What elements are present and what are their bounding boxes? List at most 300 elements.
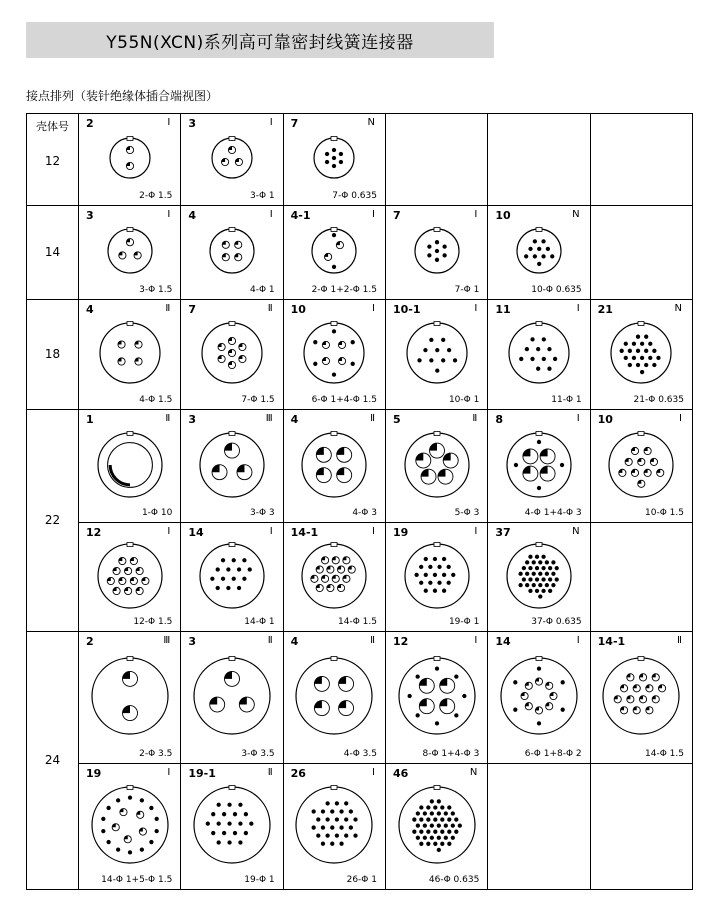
connector-key-notch <box>127 228 133 232</box>
contact-arrangement-cell <box>283 410 385 523</box>
pin-spec-label: 2-Φ 1+2-Φ 1.5 <box>311 285 377 295</box>
table-row <box>27 632 693 764</box>
table-row <box>27 300 693 410</box>
arrangement-class: I <box>167 209 171 220</box>
contact-pin <box>437 565 440 568</box>
contact-pin <box>529 577 532 580</box>
contact-pin <box>536 367 539 370</box>
arrangement-code: 37 <box>495 526 511 539</box>
contact-pin <box>657 356 660 359</box>
connector-face-diagram <box>208 134 256 182</box>
contact-pin <box>116 799 119 802</box>
connector-face-diagram <box>88 654 172 738</box>
contact-pin <box>332 575 339 582</box>
contact-pin <box>657 469 664 476</box>
section-subtitle: 接点排列（装针绝缘体插合端视图） <box>26 89 219 103</box>
contact-pin <box>218 355 225 362</box>
contact-pin <box>638 480 645 487</box>
shell-size-cell <box>27 300 79 410</box>
contact-arrangement-cell <box>181 523 283 632</box>
contact-pin <box>537 667 540 670</box>
connector-shell-outline <box>194 658 270 734</box>
contact-pin <box>641 342 644 345</box>
connector-figure <box>79 225 180 277</box>
contact-pin <box>440 842 443 845</box>
contact-pin <box>336 802 339 805</box>
arrangement-class: I <box>372 209 375 220</box>
arrangement-class: I <box>474 635 478 646</box>
contact-arrangement-cell <box>385 206 487 300</box>
contact-pin <box>435 722 438 725</box>
connector-shell-outline <box>200 544 264 608</box>
contact-pin <box>239 822 242 825</box>
contact-pin <box>438 469 453 484</box>
connector-figure <box>488 319 589 387</box>
contact-arrangement-cell <box>181 410 283 523</box>
contact-pin <box>141 577 148 584</box>
contact-pin <box>333 373 336 376</box>
contact-pin <box>222 831 225 834</box>
contact-pin <box>653 363 656 366</box>
contact-pin <box>652 696 659 703</box>
contact-pin <box>345 818 348 821</box>
contact-pin <box>645 363 648 366</box>
contact-pin <box>546 703 553 710</box>
contact-pin <box>211 577 214 580</box>
contact-pin <box>243 558 246 561</box>
arrangement-class: I <box>372 767 375 778</box>
contact-pin <box>333 148 336 151</box>
contact-arrangement-cell <box>385 632 487 764</box>
contact-pin <box>327 584 334 591</box>
contact-pin <box>441 338 444 341</box>
arrangement-code: 19 <box>392 526 409 539</box>
contact-pin <box>419 818 422 821</box>
contact-pin <box>250 822 253 825</box>
contact-pin <box>447 565 450 568</box>
contact-arrangement-cell <box>488 410 590 523</box>
contact-pin <box>312 810 315 813</box>
contact-pin <box>539 594 542 597</box>
arrangement-code: 11 <box>495 303 511 316</box>
contact-pin <box>548 589 551 592</box>
connector-face-diagram <box>497 654 581 738</box>
contact-pin <box>522 566 525 569</box>
contact-pin <box>423 836 426 839</box>
contact-pin <box>239 841 242 844</box>
contact-arrangement-cell <box>590 410 692 523</box>
connector-key-notch <box>434 542 440 546</box>
contact-arrangement-cell <box>488 206 590 300</box>
contact-pin <box>222 241 229 248</box>
contact-pin <box>435 241 438 244</box>
contact-pin <box>640 674 647 681</box>
contact-pin <box>546 682 553 689</box>
contact-pin <box>337 241 344 248</box>
contact-arrangement-cell <box>488 632 590 764</box>
arrangement-code: 19-1 <box>188 767 216 780</box>
contact-arrangement-cell <box>181 114 283 206</box>
contact-pin <box>345 834 348 837</box>
contact-pin <box>437 581 440 584</box>
arrangement-class: Ⅱ <box>370 413 375 424</box>
connector-figure <box>488 654 589 738</box>
contact-pin <box>435 348 438 351</box>
connector-figure <box>79 540 180 612</box>
contact-pin <box>638 458 645 465</box>
contact-pin <box>135 341 142 348</box>
contact-pin <box>535 566 538 569</box>
contact-pin <box>135 358 142 365</box>
connector-face-diagram <box>599 654 683 738</box>
contact-pin <box>632 469 639 476</box>
connector-key-notch <box>434 431 440 435</box>
contact-pin <box>331 826 334 829</box>
contact-arrangement-cell <box>590 300 692 410</box>
contact-pin <box>126 239 133 246</box>
contact-pin <box>533 255 536 258</box>
contact-pin <box>423 812 426 815</box>
contact-pin <box>136 567 143 574</box>
connector-figure <box>181 134 282 182</box>
connector-key-notch <box>536 228 542 232</box>
connector-figure <box>79 429 180 501</box>
connector-key-notch <box>127 322 133 326</box>
contact-pin <box>322 842 325 845</box>
contact-pin <box>130 577 137 584</box>
connector-face-diagram <box>310 134 358 182</box>
pin-spec-label: 3-Φ 1 <box>250 191 275 201</box>
contact-pin <box>545 560 548 563</box>
contact-pin <box>427 254 430 257</box>
contact-pin <box>232 558 235 561</box>
arrangement-code: 3 <box>188 117 196 130</box>
table-row <box>27 410 693 523</box>
contact-pin <box>118 358 125 365</box>
contact-pin <box>545 583 548 586</box>
contact-pin <box>228 841 231 844</box>
contact-pin <box>354 818 357 821</box>
contact-pin <box>442 557 445 560</box>
contact-pin <box>128 796 131 799</box>
connector-key-notch <box>638 431 644 435</box>
contact-pin <box>228 349 235 356</box>
contact-pin <box>118 557 125 564</box>
connector-face-diagram <box>513 225 565 277</box>
arrangement-class: I <box>679 413 682 424</box>
arrangement-code: 4 <box>188 209 196 222</box>
contact-pin <box>317 834 320 837</box>
contact-pin <box>454 675 457 678</box>
contact-pin <box>555 566 558 569</box>
connector-key-notch <box>536 431 542 435</box>
contact-pin <box>130 557 137 564</box>
pin-spec-label: 21-Φ 0.635 <box>633 395 684 405</box>
contact-pin <box>447 842 450 845</box>
contact-pin <box>333 330 336 333</box>
contact-pin <box>412 830 415 833</box>
contact-pin <box>539 572 542 575</box>
arrangement-class: Ⅲ <box>265 413 273 424</box>
contact-pin <box>440 818 443 821</box>
connector-shell-outline <box>302 433 366 497</box>
arrangement-class: N <box>469 767 478 778</box>
contact-arrangement-cell <box>283 300 385 410</box>
contact-pin <box>327 565 334 572</box>
contact-pin <box>218 343 225 350</box>
contact-pin <box>641 356 644 359</box>
contact-pin <box>524 255 527 258</box>
connector-face-diagram <box>94 429 166 501</box>
connector-shell-outline <box>92 658 168 734</box>
arrangement-class: I <box>167 526 171 537</box>
contact-pin <box>235 241 242 248</box>
arrangement-class: N <box>572 209 580 220</box>
connector-figure <box>284 540 385 612</box>
contact-pin <box>339 357 346 364</box>
contact-arrangement-cell <box>79 410 181 523</box>
connector-key-notch <box>229 137 235 141</box>
connector-key-notch <box>331 431 337 435</box>
contact-pin <box>340 160 343 163</box>
contact-pin <box>628 349 631 352</box>
connector-face-diagram <box>298 540 370 612</box>
contact-pin <box>128 851 131 854</box>
contact-pin <box>532 560 535 563</box>
contact-pin <box>348 565 355 572</box>
connector-key-notch <box>229 431 235 435</box>
contact-pin <box>437 800 440 803</box>
connector-shell-outline <box>98 544 162 608</box>
contact-pin <box>542 255 545 258</box>
connector-figure <box>284 319 385 387</box>
arrangement-code: 19 <box>86 767 102 780</box>
connector-figure <box>79 783 180 867</box>
contact-pin <box>340 810 343 813</box>
contact-pin <box>552 572 555 575</box>
contact-pin <box>221 577 224 580</box>
connector-figure <box>284 654 385 738</box>
table-row <box>27 523 693 632</box>
shell-size-number: 24 <box>44 753 61 767</box>
contact-pin <box>561 681 564 684</box>
contact-pin <box>620 349 623 352</box>
pin-spec-label: 10-Φ 1.5 <box>645 508 684 518</box>
contact-pin <box>646 707 653 714</box>
connector-shell-outline <box>296 787 372 863</box>
contact-pin <box>417 359 420 362</box>
pin-spec-label: 6-Φ 1+4-Φ 1.5 <box>311 395 377 405</box>
contact-pin <box>537 722 540 725</box>
contact-pin <box>536 347 539 350</box>
contact-pin <box>339 701 354 716</box>
arrangement-class: I <box>167 767 171 778</box>
contact-pin <box>525 682 532 689</box>
contact-pin <box>447 348 450 351</box>
contact-pin <box>323 357 330 364</box>
connector-face-diagram <box>503 429 575 501</box>
arrangement-class: I <box>269 209 273 220</box>
contact-pin <box>633 685 640 692</box>
shell-size-number: 22 <box>44 513 61 527</box>
contact-pin <box>237 567 240 570</box>
pin-spec-label: 19-Φ 1 <box>244 875 275 885</box>
contact-pin <box>627 696 634 703</box>
contact-pin <box>453 359 456 362</box>
arrangement-class: Ⅱ <box>677 635 682 646</box>
contact-pin <box>118 341 125 348</box>
contact-arrangement-cell <box>283 114 385 206</box>
contact-pin <box>224 671 239 686</box>
contact-pin <box>652 674 659 681</box>
contact-pin <box>451 836 454 839</box>
pin-spec-label: 4-Φ 3.5 <box>343 749 377 759</box>
contact-pin <box>228 803 231 806</box>
contact-pin <box>244 813 247 816</box>
arrangement-code: 10 <box>290 303 306 316</box>
contact-pin <box>514 708 517 711</box>
contact-pin <box>444 812 447 815</box>
contact-pin <box>614 696 621 703</box>
connector-figure <box>181 783 282 867</box>
contact-pin <box>440 806 443 809</box>
contact-pin <box>441 359 444 362</box>
arrangement-class: Ⅱ <box>267 767 273 778</box>
contact-pin <box>424 557 427 560</box>
contact-pin <box>337 467 352 482</box>
contact-pin <box>235 158 242 165</box>
contact-pin <box>212 831 215 834</box>
contact-pin <box>443 245 446 248</box>
contact-pin <box>540 466 555 481</box>
arrangement-code: 10 <box>495 209 511 222</box>
contact-pin <box>435 667 438 670</box>
contact-pin <box>514 463 517 466</box>
contact-pin <box>433 806 436 809</box>
contact-pin <box>523 466 538 481</box>
connector-figure <box>284 225 385 277</box>
arrangement-code: 10-1 <box>392 303 421 316</box>
contact-pin <box>216 586 219 589</box>
arrangement-code: 14 <box>495 635 511 648</box>
contact-pin <box>637 349 640 352</box>
contact-pin <box>548 367 551 370</box>
arrangement-code: 4 <box>290 413 299 426</box>
contact-pin <box>343 556 350 563</box>
contact-pin <box>227 567 230 570</box>
contact-pin <box>442 573 445 576</box>
contact-pin <box>548 577 551 580</box>
contact-pin <box>351 362 354 365</box>
contact-pin <box>525 703 532 710</box>
contact-pin <box>550 692 557 699</box>
contact-pin <box>433 842 436 845</box>
contact-pin <box>627 674 634 681</box>
connector-key-notch <box>229 228 235 232</box>
connector-key-notch <box>331 542 337 546</box>
shell-size-number: 12 <box>44 154 61 168</box>
contact-pin <box>462 694 465 697</box>
contact-pin <box>429 338 432 341</box>
contact-pin <box>521 692 528 699</box>
contact-pin <box>430 836 433 839</box>
pin-spec-label: 4-Φ 1+4-Φ 3 <box>524 508 582 518</box>
contact-arrangement-cell <box>283 206 385 300</box>
contact-pin <box>227 586 230 589</box>
pin-spec-label: 5-Φ 3 <box>454 508 480 518</box>
connector-face-diagram <box>104 225 156 277</box>
contact-arrangement-cell <box>79 114 181 206</box>
contact-pin <box>426 818 429 821</box>
connector-face-diagram <box>300 319 368 387</box>
contact-pin <box>336 834 339 837</box>
contact-pin <box>345 802 348 805</box>
contact-pin <box>426 806 429 809</box>
contact-pin <box>546 247 549 250</box>
contact-pin <box>641 370 644 373</box>
pin-spec-label: 11-Φ 1 <box>551 395 582 405</box>
contact-pin <box>322 826 325 829</box>
connector-shell-outline <box>507 544 571 608</box>
contact-pin <box>239 697 254 712</box>
connector-key-notch <box>331 657 337 661</box>
contact-pin <box>155 817 158 820</box>
empty-cell <box>590 523 692 632</box>
pin-spec-label: 19-Φ 1 <box>448 617 480 627</box>
contact-pin <box>644 447 651 454</box>
contact-pin <box>408 694 411 697</box>
contact-pin <box>426 842 429 845</box>
contact-pin <box>314 362 317 365</box>
contact-pin <box>427 245 430 248</box>
contact-pin <box>439 699 454 714</box>
contact-pin <box>316 565 323 572</box>
connector-figure <box>284 134 385 182</box>
connector-key-notch <box>434 322 440 326</box>
pin-spec-label: 7-Φ 0.635 <box>332 191 377 201</box>
connector-shell-outline <box>407 323 467 383</box>
pin-spec-label: 14-Φ 1+5-Φ 1.5 <box>101 875 173 885</box>
contact-pin <box>217 803 220 806</box>
contact-pin <box>333 265 336 268</box>
contact-pin <box>206 822 209 825</box>
contact-pin <box>444 836 447 839</box>
arrangement-class: I <box>167 117 171 128</box>
connector-key-notch <box>434 657 440 661</box>
connector-figure <box>79 134 180 182</box>
pin-spec-label: 10-Φ 1 <box>448 395 480 405</box>
contact-pin <box>317 467 332 482</box>
connector-key-notch <box>127 786 133 790</box>
contact-pin <box>101 817 104 820</box>
contact-pin <box>343 575 350 582</box>
contact-pin <box>430 824 433 827</box>
contact-pin <box>644 469 651 476</box>
contact-pin <box>419 581 422 584</box>
contact-arrangement-table <box>26 113 693 890</box>
contact-pin <box>433 573 436 576</box>
contact-pin <box>447 818 450 821</box>
arrangement-code: 3 <box>188 413 196 426</box>
contact-pin <box>539 583 542 586</box>
arrangement-class: Ⅱ <box>165 413 171 424</box>
contact-pin <box>124 587 131 594</box>
contact-pin <box>126 146 133 153</box>
arrangement-class: Ⅱ <box>165 303 171 314</box>
contact-pin <box>522 577 525 580</box>
contact-pin <box>535 707 542 714</box>
arrangement-class: I <box>576 635 580 646</box>
